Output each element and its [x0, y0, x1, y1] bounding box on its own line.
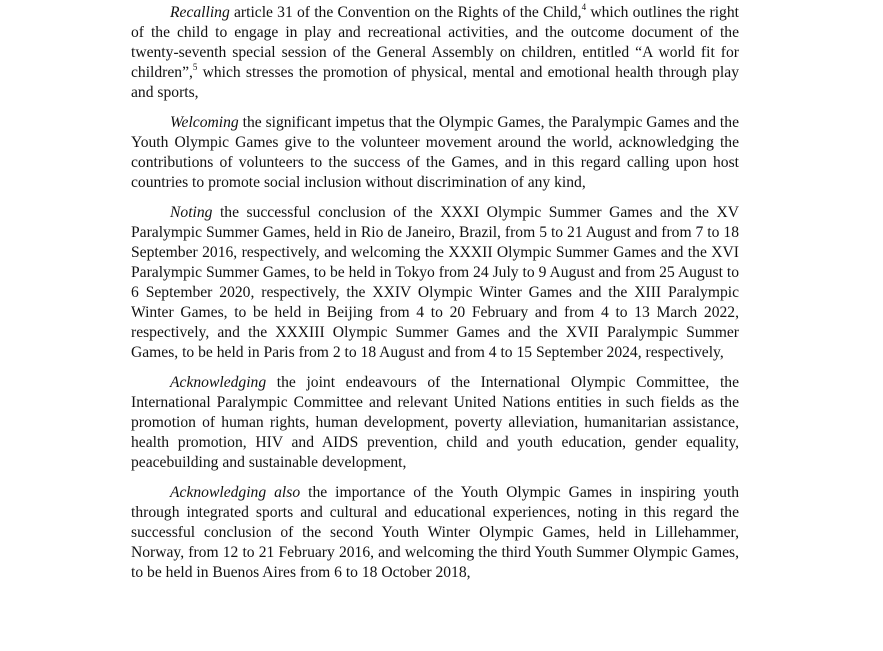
paragraph-text: the joint endeavours of the International Olympic Committee, the International Paralympic Committee and relevant United Nations entities in such fields as the promotion of human rights, human development, poverty alleviation, humanitarian assistance, health promotion, HIV and AIDS prevention, child and youth education, gender equality, peacebuilding and sustainable development,	[131, 374, 739, 471]
paragraph-lead: Recalling	[170, 4, 230, 21]
paragraph-text: the successful conclusion of the XXXI Olympic Summer Games and the XV Paralympic Summer Games, held in Rio de Janeiro, Brazil, from 5 to 21 August and from 7 to 18 September 2016, respectively, and welcoming the XXXII Olympic Summer Games and the XVI Paralympic Summer Games, to be held in Tokyo from 24 July to 9 August and from 25 August to 6 September 2020, respectively, the XXIV Olympic Winter Games and the XIII Paralympic Winter Games, to be held in Beijing from 4 to 20 February and from 4 to 13 March 2022, respectively, and the XXXIII Olympic Summer Games and the XVII Paralympic Summer Games, to be held in Paris from 2 to 18 August and from 4 to 15 September 2024, respectively,	[131, 204, 739, 361]
paragraph-lead: Acknowledging	[170, 374, 267, 391]
paragraph-text: article 31 of the Convention on the Rights of the Child,	[229, 4, 582, 21]
paragraph-acknowledging-also	[131, 483, 739, 583]
paragraph-acknowledging	[131, 373, 739, 473]
paragraph-text: the significant impetus that the Olympic Games, the Paralympic Games and the Youth Olympic Games give to the volunteer movement around the world, acknowledging the contributions of volunteers to the success of the Games, and in this regard calling upon host countries to promote social inclusion without discrimination of any kind,	[131, 114, 739, 191]
paragraph-lead: Welcoming	[170, 114, 239, 131]
paragraph-lead: Acknowledging also	[170, 484, 301, 501]
footnote-ref-4[interactable]: 4	[581, 1, 587, 12]
paragraph-lead: Noting	[170, 204, 213, 221]
paragraph-text: which stresses the promotion of physical, mental and emotional health through play and sports,	[131, 64, 739, 101]
paragraph-noting	[131, 203, 739, 363]
paragraph-text: which outlines the right of the child to engage in play and recreational activities, and the outcome document of the twenty-seventh special session of the General Assembly on children, entitled “A world fit for children”,	[131, 4, 739, 81]
paragraph-recalling	[131, 3, 739, 103]
footnote-ref-5[interactable]: 5	[192, 61, 198, 72]
document-page	[131, 3, 739, 593]
paragraph-welcoming	[131, 113, 739, 193]
paragraph-text: the importance of the Youth Olympic Games in inspiring youth through integrated sports and cultural and educational experiences, noting in this regard the successful conclusion of the second Youth Winter Olympic Games, held in Lillehammer, Norway, from 12 to 21 February 2016, and welcoming the third Youth Summer Olympic Games, to be held in Buenos Aires from 6 to 18 October 2018,	[131, 484, 740, 581]
